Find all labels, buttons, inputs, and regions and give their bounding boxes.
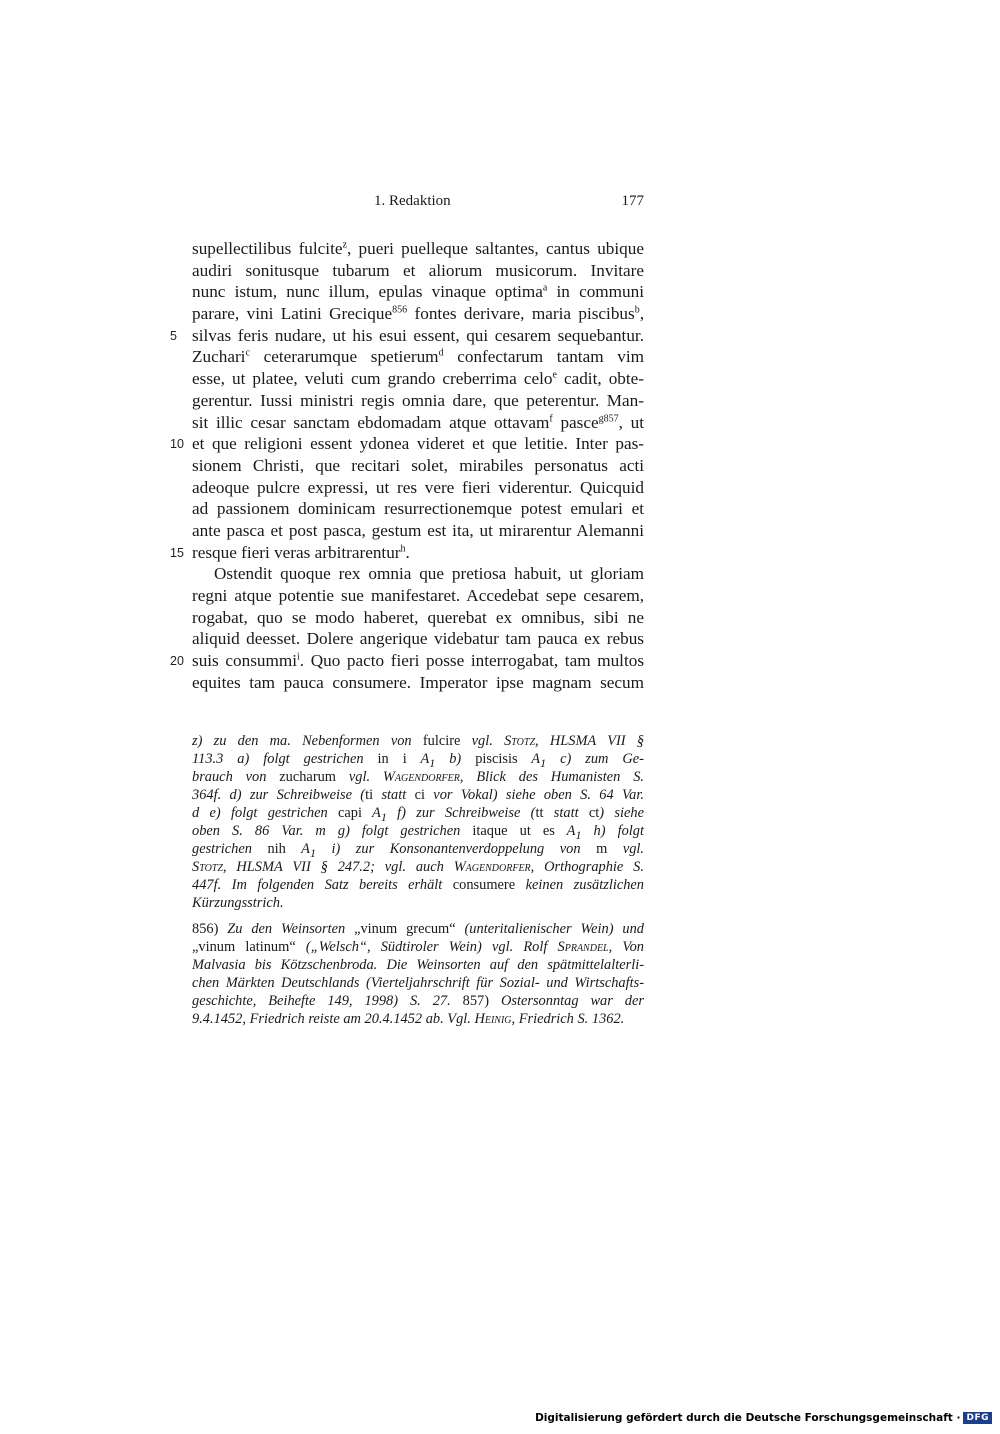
text-run: A <box>406 751 430 767</box>
text-run: Zuchari <box>192 347 246 367</box>
text-run: ) siehe <box>599 805 644 821</box>
text-run: geschichte, Beihefte 149, 1998) S. 27. <box>192 993 463 1009</box>
main-text-line <box>192 585 644 607</box>
text-run: sit illic cesar sanctam ebdomadam atque ottavam <box>192 412 550 432</box>
text-run: d e) folgt gestrichen <box>192 805 338 821</box>
footnote-marker: a <box>542 282 548 294</box>
text-run: 447f. Im folgenden Satz bereits erhält <box>192 877 453 893</box>
dfg-footer <box>535 1412 992 1424</box>
text-run: 9.4.1452, Friedrich reiste am 20.4.1452 ab. Vgl. <box>192 1011 475 1027</box>
text-run: , Friedrich S. 1362. <box>511 1011 625 1027</box>
commentary-note-line <box>192 974 644 992</box>
page-number: 177 <box>621 193 644 209</box>
text-run: ci <box>414 787 425 803</box>
text-run: A <box>517 751 541 767</box>
text-run: („Welsch“, Südtiroler Wein) vgl. Rolf <box>295 939 558 955</box>
main-text-line <box>192 455 644 477</box>
footnote-marker: c <box>245 347 250 359</box>
footnote-marker: f <box>549 412 553 424</box>
text-run: „vinum grecum“ <box>354 921 456 937</box>
text-run: , ut <box>618 412 644 432</box>
line-number: 20 <box>170 654 184 669</box>
text-run: , Blick des Humanisten S. <box>459 769 645 785</box>
footnote-marker: h <box>400 542 406 554</box>
footnote-marker: i <box>297 651 300 663</box>
text-run: et que religioni essent ydonea videret et que letitie. Inter pas- <box>192 434 644 454</box>
text-run: resque fieri veras arbitrarentur <box>192 542 401 562</box>
text-run: i) zur Konsonantenverdoppelung von <box>315 841 597 857</box>
main-text-line <box>192 477 644 499</box>
line-number: 15 <box>170 545 184 560</box>
text-run: nih <box>267 841 286 857</box>
text-run: , HLSMA VII § <box>535 733 644 749</box>
text-run: vgl. <box>336 769 383 785</box>
variant-note-line <box>192 822 644 840</box>
text-run: aliquid deesset. Dolere angerique videbatur tam pauca ex rebus <box>192 629 644 649</box>
main-text-line <box>192 498 644 520</box>
text-run: „vinum latinum“ <box>192 939 296 955</box>
commentary-note-line <box>192 992 644 1010</box>
text-run: vgl. <box>460 733 505 749</box>
text-run: Zu den Weinsorten <box>227 921 355 937</box>
main-text-line <box>192 281 644 303</box>
line-number: 10 <box>170 437 184 452</box>
text-run: , <box>639 304 644 324</box>
text-run: , Von <box>608 939 644 955</box>
variant-note-line <box>192 876 644 894</box>
text-run: (unteritalienischer Wein) und <box>455 921 644 937</box>
text-run: Stotz <box>504 733 536 749</box>
text-run: , pueri puelleque saltantes, cantus ubique <box>346 239 644 258</box>
footnote-marker: e <box>552 369 557 381</box>
text-run: brauch von <box>192 769 280 785</box>
text-run: z) zu den ma. Nebenformen von <box>192 733 423 749</box>
commentary-note-line <box>192 938 644 956</box>
commentary-footnotes <box>192 920 644 1028</box>
text-run: equites tam pauca consumere. Imperator ipse magnam secum <box>192 672 644 692</box>
text-run: A <box>361 805 381 821</box>
text-run: Kürzungsstrich. <box>192 895 284 911</box>
text-run: chen Märkten Deutschlands (Vierteljahrschrift für Sozial- und Wirtschafts- <box>192 975 644 991</box>
main-text-line <box>192 346 644 368</box>
text-run: vgl. <box>607 841 645 857</box>
text-run: gerentur. Iussi ministri regis omnia dare, que peterentur. Man- <box>192 390 644 410</box>
variant-note-line <box>192 858 644 876</box>
text-run: 1 <box>380 809 387 824</box>
text-run: adeoque pulcre expressi, ut res vere fieri viderentur. Quicquid <box>192 477 644 497</box>
text-run: confectarum tantam vim <box>443 347 644 367</box>
main-text-line <box>192 672 644 694</box>
text-run: itaque ut es <box>472 823 555 839</box>
text-run: Wagendorfer <box>382 769 460 785</box>
text-run: statt <box>543 805 589 821</box>
text-run: . <box>405 542 410 562</box>
text-run: parare, vini Latini Grecique <box>192 304 393 324</box>
main-text-line <box>192 390 644 412</box>
text-run: m <box>596 841 608 857</box>
text-run: ceterarumque spetierum <box>249 347 439 367</box>
running-title: 1. Redaktion <box>374 193 451 209</box>
text-run: 1 <box>575 827 582 842</box>
text-run: gestrichen <box>192 841 268 857</box>
text-run: 1 <box>540 755 547 770</box>
text-run: rogabat, quo se modo haberet, querebat ex omnibus, sibi ne <box>192 607 644 627</box>
text-run: pasce <box>552 412 599 432</box>
text-run: 857) <box>462 993 490 1009</box>
text-run: . Quo pacto fieri posse interrogabat, tam multos <box>299 651 645 671</box>
main-text-line <box>192 520 644 542</box>
variant-note-line <box>192 894 644 912</box>
main-text-line <box>170 542 644 564</box>
text-run: keinen zusätzlichen <box>515 877 644 893</box>
main-text-line <box>192 412 644 434</box>
text-run: suis consummi <box>192 651 297 671</box>
text-run: ante pasca et post pasca, gestum est ita, ut mirarentur Alemanni <box>192 520 644 540</box>
main-text-line <box>192 607 644 629</box>
variant-note-line <box>192 804 644 822</box>
text-run: c) zum Ge- <box>546 751 644 767</box>
text-run: h) folgt <box>581 823 644 839</box>
text-run: A <box>285 841 310 857</box>
text-run: Ostersonntag war der <box>489 993 644 1009</box>
text-run: sionem Christi, que recitari solet, mirabiles personatus acti <box>192 455 644 475</box>
text-run: nunc istum, nunc illum, epulas vinaque optima <box>192 282 543 302</box>
variant-note-line <box>192 786 644 804</box>
text-run: in i <box>377 751 407 767</box>
line-number: 5 <box>170 328 177 343</box>
main-text-line <box>192 238 644 260</box>
text-run: fontes derivare, maria piscibus <box>407 304 635 324</box>
text-run: statt <box>373 787 415 803</box>
text-run: A <box>554 823 576 839</box>
footnote-marker: d <box>438 347 444 359</box>
text-run: audiri sonitusque tubarum et aliorum musicorum. Invitare <box>192 260 644 280</box>
text-run: 856) <box>192 921 228 937</box>
main-text-line <box>192 563 644 585</box>
text-run: in communi <box>547 282 644 302</box>
text-run: vor Vokal) siehe oben S. 64 Var. <box>424 787 644 803</box>
variant-apparatus <box>192 732 644 912</box>
text-run: tt <box>535 805 544 821</box>
main-text <box>170 238 645 693</box>
text-run: Heinig <box>474 1011 512 1027</box>
text-run: Malvasia bis Kötzschenbroda. Die Weinsorten auf den spätmittelalterli- <box>192 957 644 973</box>
text-run: piscisis <box>475 751 518 767</box>
variant-note-line <box>192 750 644 768</box>
text-run: oben S. 86 Var. m g) folgt gestrichen <box>192 823 473 839</box>
main-text-line <box>170 433 644 455</box>
main-text-line <box>170 650 645 672</box>
footnote-marker: g857 <box>598 412 619 424</box>
text-run: consumere <box>452 877 516 893</box>
text-run: esse, ut platee, veluti cum grando creberrima celo <box>192 369 553 389</box>
text-run: fulcire <box>422 733 461 749</box>
text-run: 1 <box>309 845 316 860</box>
text-run: zucharum <box>279 769 336 785</box>
footer-text: Digitalisierung gefördert durch die Deutsche Forschungsgemeinschaft · <box>535 1412 961 1424</box>
text-run: , Orthographie S. <box>530 859 644 875</box>
text-run: , HLSMA VII § 247.2; vgl. auch <box>222 859 454 875</box>
text-run: Sprandel <box>557 939 609 955</box>
commentary-note-line <box>192 1010 644 1028</box>
main-text-line <box>192 368 644 390</box>
text-run: ad passionem dominicam resurrectionemque potest emulari et <box>192 499 644 519</box>
footnote-marker: z <box>342 239 347 251</box>
text-run: capi <box>337 805 362 821</box>
text-run: cadit, obte- <box>556 369 645 389</box>
text-run: regni atque potentie sue manifestaret. Accedebat sepe cesarem, <box>192 586 644 605</box>
text-run: Ostendit quoque rex omnia que pretiosa habuit, ut gloriam <box>214 564 644 584</box>
main-text-line <box>192 303 644 325</box>
text-run: f) zur Schreibweise ( <box>386 805 536 821</box>
text-run: b) <box>435 751 476 767</box>
variant-note-line <box>192 840 644 858</box>
text-run: Stotz <box>192 859 223 875</box>
text-run: Wagendorfer <box>453 859 531 875</box>
commentary-note-line <box>192 956 644 974</box>
dfg-logo: DFG <box>963 1412 992 1424</box>
variant-note-line <box>192 768 644 786</box>
text-run: supellectilibus fulcite <box>192 239 343 258</box>
text-run: ti <box>365 787 374 803</box>
main-text-line <box>170 325 644 347</box>
variant-note-line <box>192 732 644 750</box>
footnote-marker: 856 <box>392 304 408 316</box>
commentary-note-line <box>192 920 644 938</box>
main-text-line <box>192 628 644 650</box>
footnote-marker: b <box>634 304 640 316</box>
main-text-line <box>192 260 644 282</box>
text-run: 113.3 a) folgt gestrichen <box>192 751 378 767</box>
text-run: 1 <box>429 755 436 770</box>
text-run: 364f. d) zur Schreibweise ( <box>192 787 366 803</box>
text-run: ct <box>588 805 600 821</box>
text-run: silvas feris nudare, ut his esui essent, qui cesarem sequebantur. <box>192 325 644 345</box>
running-header <box>192 193 644 215</box>
